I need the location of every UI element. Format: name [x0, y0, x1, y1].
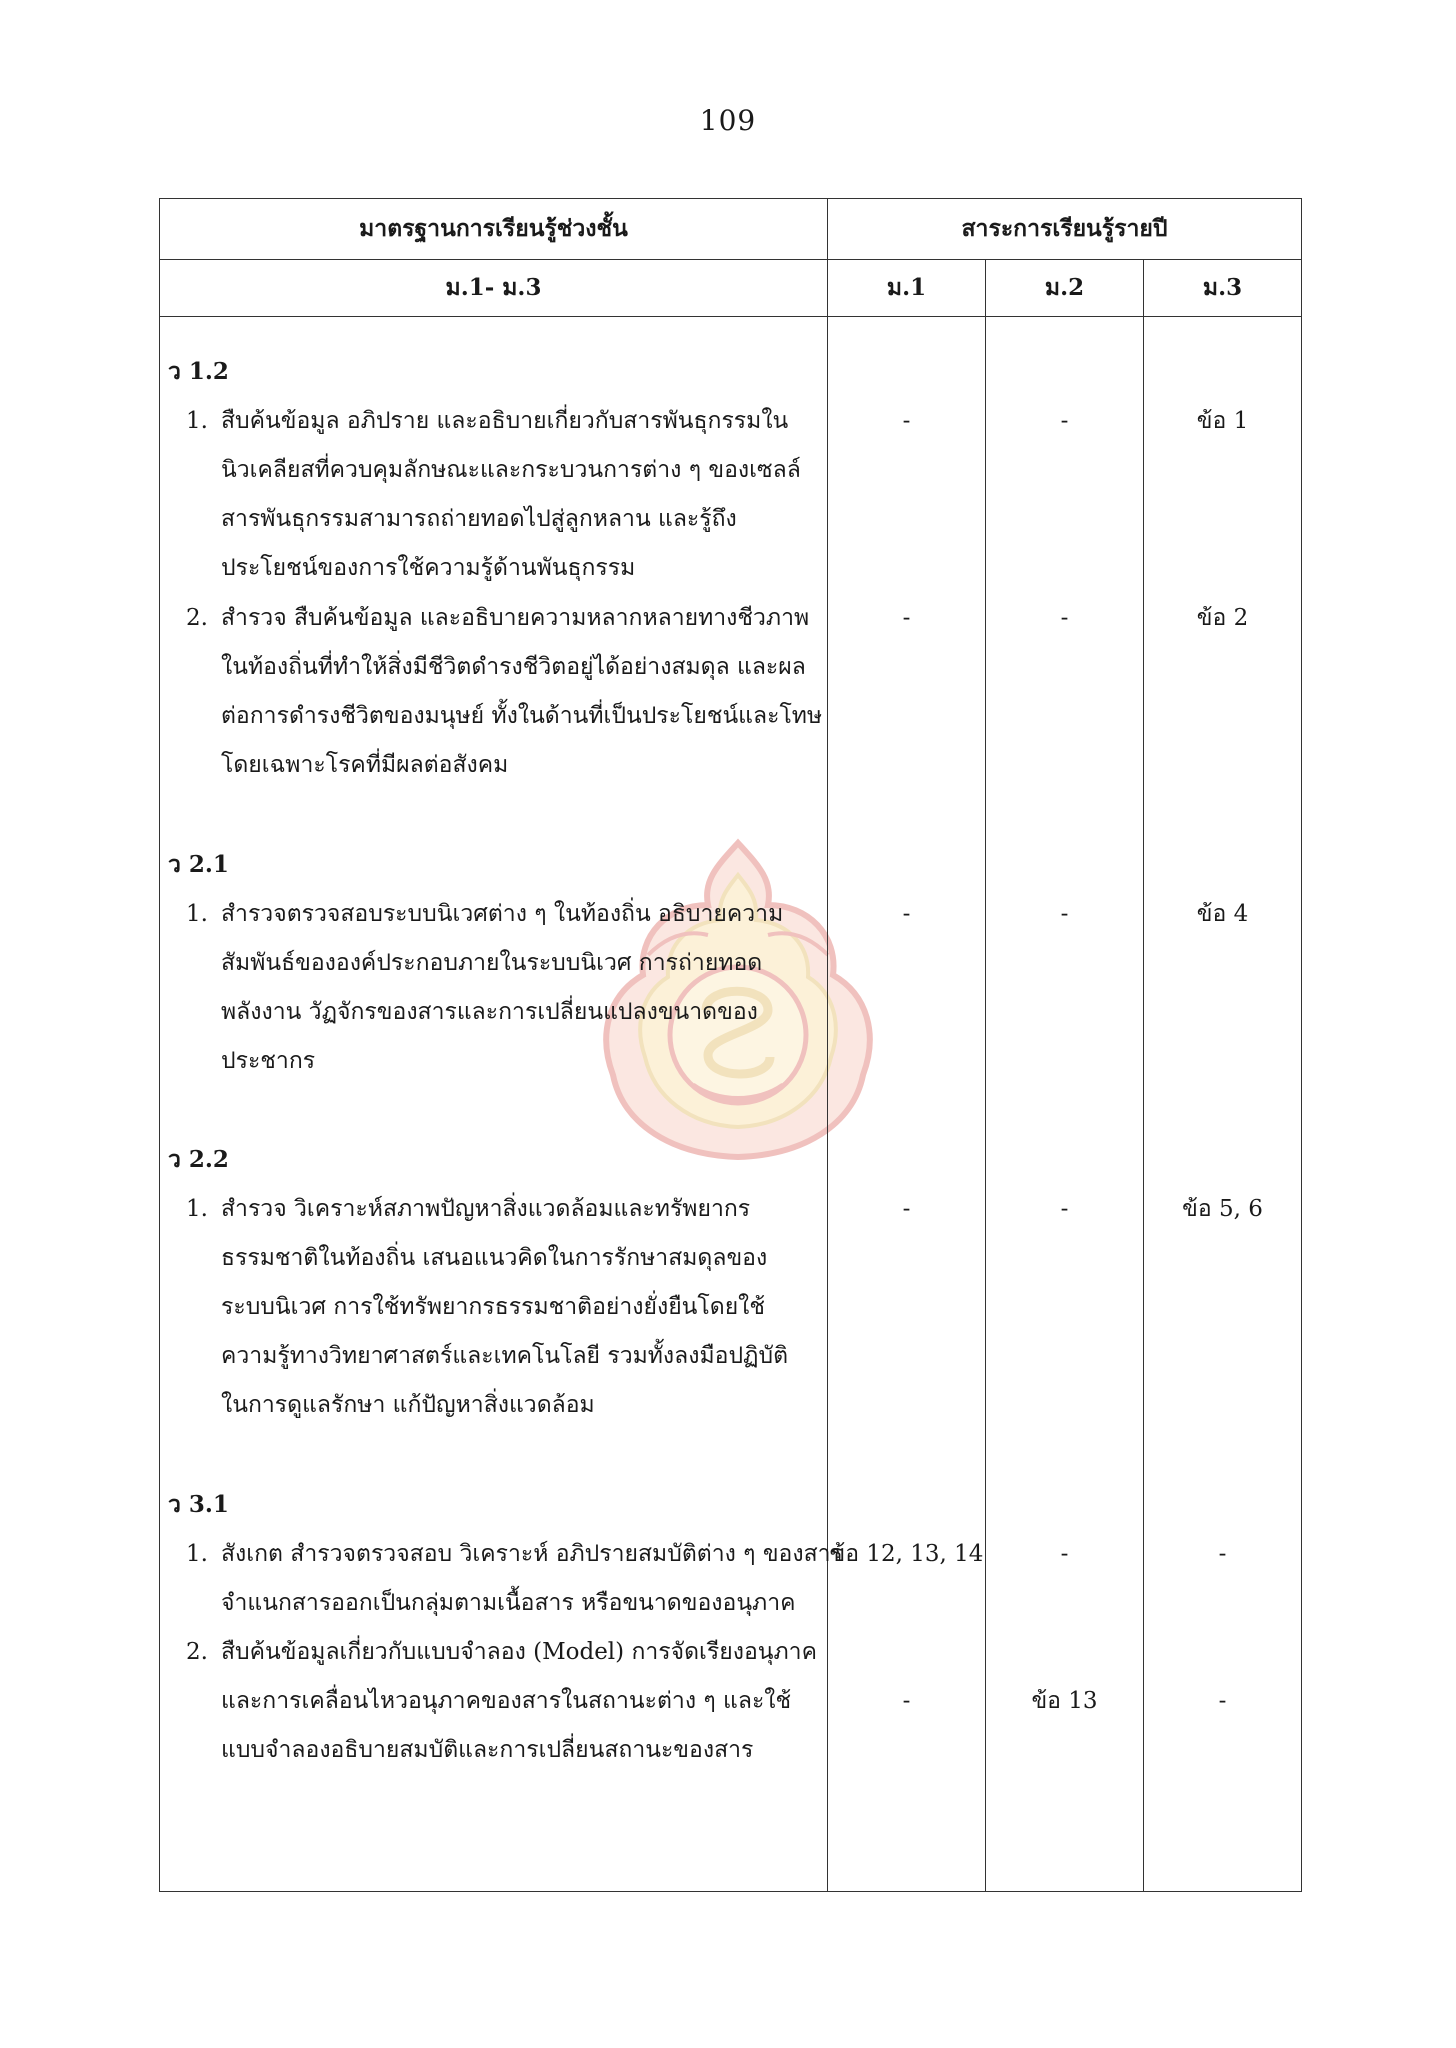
- grade-value: -: [1060, 408, 1069, 434]
- item-line: ความรู้ทางวิทยาศาสตร์และเทคโนโลยี รวมทั้งลงมือปฏิบัติ: [221, 1343, 789, 1369]
- item-line: โดยเฉพาะโรคที่มีผลต่อสังคม: [221, 752, 509, 778]
- grade-value: ข้อ 5, 6: [1182, 1196, 1263, 1222]
- item-number: 1.: [186, 1196, 208, 1222]
- item-number: 2.: [186, 605, 208, 631]
- item-line: สังเกต สำรวจตรวจสอบ วิเคราะห์ อภิปรายสมบัติต่าง ๆ ของสาร: [221, 1541, 843, 1567]
- grade-value: -: [1218, 1688, 1227, 1714]
- item-line: สืบค้นข้อมูลเกี่ยวกับแบบจำลอง (Model) การจัดเรียงอนุภาค: [221, 1639, 817, 1665]
- item-line: ต่อการดำรงชีวิตของมนุษย์ ทั้งในด้านที่เป็นประโยชน์และโทษ: [221, 703, 823, 729]
- grade-value: ข้อ 4: [1196, 901, 1249, 927]
- grade-value: -: [1218, 1541, 1227, 1567]
- grade-value: -: [1060, 1541, 1069, 1567]
- item-line: สัมพันธ์ขององค์ประกอบภายในระบบนิเวศ การถ่ายทอด: [221, 950, 763, 976]
- item-number: 1.: [186, 408, 208, 434]
- content-header: สาระการเรียนรู้รายปี: [828, 199, 1302, 260]
- standards-subheader: ม.1- ม.3: [160, 260, 828, 317]
- standard-code: ว 2.1: [168, 851, 229, 878]
- item-line: สำรวจตรวจสอบระบบนิเวศต่าง ๆ ในท้องถิ่น อธิบายความ: [221, 901, 784, 927]
- item-line: จำแนกสารออกเป็นกลุ่มตามเนื้อสาร หรือขนาดของอนุภาค: [221, 1590, 796, 1616]
- grade-cell-m3: [1144, 317, 1302, 1892]
- standards-header: มาตรฐานการเรียนรู้ช่วงชั้น: [160, 199, 828, 260]
- item-line: แบบจำลองอธิบายสมบัติและการเปลี่ยนสถานะของสาร: [221, 1737, 754, 1763]
- grade-value: -: [902, 1688, 911, 1714]
- curriculum-table: [159, 198, 1302, 1892]
- grade-header-m3: ม.3: [1144, 260, 1302, 317]
- grade-value: -: [902, 1196, 911, 1222]
- grade-value: -: [902, 901, 911, 927]
- item-line: สำรวจ วิเคราะห์สภาพปัญหาสิ่งแวดล้อมและทรัพยากร: [221, 1196, 751, 1222]
- item-line: ในการดูแลรักษา แก้ปัญหาสิ่งแวดล้อม: [221, 1392, 595, 1418]
- grade-value: ข้อ 13: [1031, 1688, 1098, 1714]
- standard-code: ว 2.2: [168, 1146, 229, 1173]
- item-number: 1.: [186, 901, 208, 927]
- grade-header-m1: ม.1: [828, 260, 986, 317]
- item-line: สืบค้นข้อมูล อภิปราย และอธิบายเกี่ยวกับสารพันธุกรรมใน: [221, 408, 789, 434]
- standards-cell: [160, 317, 843, 1892]
- grade-value: -: [1060, 1196, 1069, 1222]
- item-line: สารพันธุกรรมสามารถถ่ายทอดไปสู่ลูกหลาน และรู้ถึง: [221, 506, 737, 532]
- page-number: 109: [699, 104, 757, 137]
- item-line: นิวเคลียสที่ควบคุมลักษณะและกระบวนการต่าง ๆ ของเซลล์: [221, 457, 801, 483]
- grade-cell-m1: [828, 317, 986, 1892]
- item-line: ธรรมชาติในท้องถิ่น เสนอแนวคิดในการรักษาสมดุลของ: [221, 1245, 768, 1271]
- grade-cell-m2: [986, 317, 1144, 1892]
- item-line: ประชากร: [221, 1048, 316, 1074]
- grade-value: ข้อ 12, 13, 14: [829, 1541, 984, 1567]
- item-number: 2.: [186, 1639, 208, 1665]
- grade-value: -: [1060, 605, 1069, 631]
- item-number: 1.: [186, 1541, 208, 1567]
- item-line: ระบบนิเวศ การใช้ทรัพยากรธรรมชาติอย่างยั่งยืนโดยใช้: [221, 1294, 766, 1320]
- item-line: และการเคลื่อนไหวอนุภาคของสารในสถานะต่าง ๆ และใช้: [221, 1688, 792, 1714]
- grade-value: -: [902, 408, 911, 434]
- item-line: ประโยชน์ของการใช้ความรู้ด้านพันธุกรรม: [221, 555, 636, 581]
- grade-value: -: [1060, 901, 1069, 927]
- item-line: ในท้องถิ่นที่ทำให้สิ่งมีชีวิตดำรงชีวิตอยู่ได้อย่างสมดุล และผล: [221, 654, 806, 680]
- standard-code: ว 3.1: [168, 1491, 229, 1518]
- grade-value: -: [902, 605, 911, 631]
- item-line: พลังงาน วัฏจักรของสารและการเปลี่ยนแปลงขนาดของ: [221, 999, 758, 1025]
- standard-code: ว 1.2: [168, 358, 229, 385]
- grade-header-m2: ม.2: [986, 260, 1144, 317]
- grade-value: ข้อ 2: [1196, 605, 1249, 631]
- grade-value: ข้อ 1: [1196, 408, 1249, 434]
- item-line: สำรวจ สืบค้นข้อมูล และอธิบายความหลากหลายทางชีวภาพ: [221, 605, 810, 631]
